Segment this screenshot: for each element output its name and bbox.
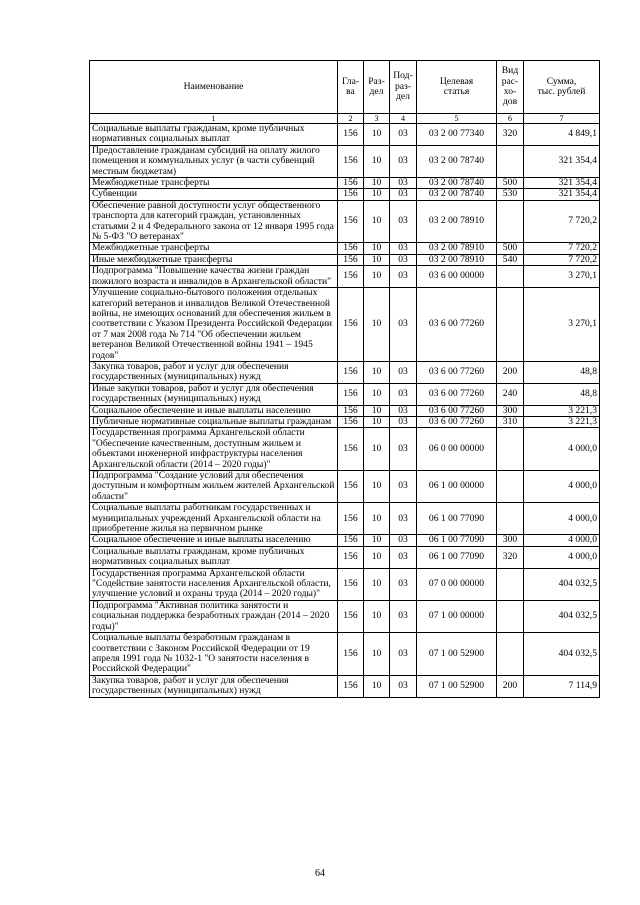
header-target: Целевая статья — [417, 61, 497, 114]
row-podrazdel: 03 — [390, 428, 417, 471]
header-glava: Гла- ва — [338, 61, 364, 114]
row-vid — [497, 471, 524, 503]
row-razdel: 10 — [364, 361, 390, 383]
row-razdel: 10 — [364, 189, 390, 200]
row-podrazdel: 03 — [390, 633, 417, 676]
row-glava: 156 — [338, 383, 364, 405]
table-row — [90, 503, 600, 535]
row-glava: 156 — [338, 546, 364, 568]
row-name: Иные межбюджетные трансферты — [90, 254, 338, 265]
row-sum: 7 114,9 — [524, 675, 600, 697]
row-podrazdel: 03 — [390, 503, 417, 535]
row-name: Субвенции — [90, 189, 338, 200]
table-row — [90, 471, 600, 503]
index-row — [90, 114, 600, 124]
row-target: 03 6 00 77260 — [417, 288, 497, 362]
row-podrazdel: 03 — [390, 471, 417, 503]
row-glava: 156 — [338, 361, 364, 383]
row-podrazdel: 03 — [390, 535, 417, 546]
row-name: Социальные выплаты гражданам, кроме публичных нормативных социальных выплат — [90, 546, 338, 568]
row-vid: 500 — [497, 178, 524, 189]
row-name: Социальное обеспечение и иные выплаты населению — [90, 405, 338, 416]
row-razdel: 10 — [364, 124, 390, 146]
row-glava: 156 — [338, 254, 364, 265]
table-row — [90, 266, 600, 288]
row-name: Обеспечение равной доступности услуг общественного транспорта для категорий граждан, установленных статьями 2 и 4 Федерального закона от 12 января 1995 года № 5-ФЗ "О ветеранах" — [90, 200, 338, 243]
row-glava: 156 — [338, 600, 364, 632]
row-name: Социальные выплаты работникам государственных и муниципальных учреждений Архангельской области на приобретение жилья на первичном рынке — [90, 503, 338, 535]
row-name: Подпрограмма "Создание условий для обеспечения доступным и комфортным жильем жителей Архангельской области" — [90, 471, 338, 503]
row-target: 06 1 00 77090 — [417, 546, 497, 568]
row-name: Межбюджетные трансферты — [90, 178, 338, 189]
row-sum: 3 270,1 — [524, 266, 600, 288]
table-row — [90, 178, 600, 189]
row-name: Межбюджетные трансферты — [90, 243, 338, 254]
row-glava: 156 — [338, 675, 364, 697]
row-sum: 404 032,5 — [524, 633, 600, 676]
table-row — [90, 600, 600, 632]
row-sum: 321 354,4 — [524, 189, 600, 200]
row-glava: 156 — [338, 535, 364, 546]
row-target: 07 0 00 00000 — [417, 568, 497, 600]
table-row — [90, 200, 600, 243]
row-podrazdel: 03 — [390, 675, 417, 697]
table-row — [90, 288, 600, 362]
table-row — [90, 254, 600, 265]
row-glava: 156 — [338, 471, 364, 503]
row-sum: 4 000,0 — [524, 503, 600, 535]
row-sum: 4 849,1 — [524, 124, 600, 146]
header-podrazdel: Под- раз- дел — [390, 61, 417, 114]
row-vid: 540 — [497, 254, 524, 265]
row-sum: 4 000,0 — [524, 428, 600, 471]
row-target: 03 6 00 77260 — [417, 405, 497, 416]
row-target: 07 1 00 00000 — [417, 600, 497, 632]
row-glava: 156 — [338, 124, 364, 146]
header-vid: Вид рас- хо- дов — [497, 61, 524, 114]
row-name: Иные закупки товаров, работ и услуг для обеспечения государственных (муниципальных) нужд — [90, 383, 338, 405]
row-target: 06 0 00 00000 — [417, 428, 497, 471]
row-vid — [497, 266, 524, 288]
index-cell: 6 — [497, 114, 524, 124]
row-sum: 7 720,2 — [524, 200, 600, 243]
budget-table — [89, 60, 600, 698]
row-sum: 4 000,0 — [524, 546, 600, 568]
row-sum: 3 221,3 — [524, 416, 600, 427]
row-vid: 300 — [497, 535, 524, 546]
row-podrazdel: 03 — [390, 600, 417, 632]
row-podrazdel: 03 — [390, 405, 417, 416]
row-target: 06 1 00 00000 — [417, 471, 497, 503]
row-podrazdel: 03 — [390, 361, 417, 383]
row-name: Закупка товаров, работ и услуг для обеспечения государственных (муниципальных) нужд — [90, 361, 338, 383]
row-razdel: 10 — [364, 200, 390, 243]
row-vid: 300 — [497, 405, 524, 416]
table-row — [90, 361, 600, 383]
row-target: 06 1 00 77090 — [417, 535, 497, 546]
row-podrazdel: 03 — [390, 200, 417, 243]
row-razdel: 10 — [364, 178, 390, 189]
row-glava: 156 — [338, 189, 364, 200]
row-target: 03 2 00 78740 — [417, 145, 497, 177]
table-row — [90, 405, 600, 416]
row-vid: 320 — [497, 546, 524, 568]
row-razdel: 10 — [364, 288, 390, 362]
row-vid — [497, 428, 524, 471]
row-name: Предоставление гражданам субсидий на оплату жилого помещения и коммунальных услуг (в части субвенций местным бюджетам) — [90, 145, 338, 177]
row-razdel: 10 — [364, 416, 390, 427]
row-podrazdel: 03 — [390, 178, 417, 189]
row-target: 03 2 00 78740 — [417, 189, 497, 200]
row-podrazdel: 03 — [390, 189, 417, 200]
row-razdel: 10 — [364, 471, 390, 503]
row-name: Улучшение социально-бытового положения отдельных категорий ветеранов и инвалидов Великой Отечественной войны, не имеющих оснований для обеспечения жильем в соответствии с Указом Президента Российской Федерации от 7 мая 2008 года № 714 "Об обеспечении жильем ветеранов Великой Отечественной войны 1941 – 1945 годов" — [90, 288, 338, 362]
row-vid: 200 — [497, 361, 524, 383]
row-glava: 156 — [338, 568, 364, 600]
row-vid: 530 — [497, 189, 524, 200]
row-glava: 156 — [338, 503, 364, 535]
table-row — [90, 189, 600, 200]
row-razdel: 10 — [364, 675, 390, 697]
row-podrazdel: 03 — [390, 254, 417, 265]
row-vid: 320 — [497, 124, 524, 146]
row-podrazdel: 03 — [390, 383, 417, 405]
row-vid — [497, 288, 524, 362]
row-target: 07 1 00 52900 — [417, 633, 497, 676]
table-row — [90, 675, 600, 697]
row-podrazdel: 03 — [390, 546, 417, 568]
row-glava: 156 — [338, 200, 364, 243]
table-row — [90, 124, 600, 146]
row-razdel: 10 — [364, 535, 390, 546]
row-razdel: 10 — [364, 428, 390, 471]
row-razdel: 10 — [364, 633, 390, 676]
row-target: 07 1 00 52900 — [417, 675, 497, 697]
row-target: 03 6 00 00000 — [417, 266, 497, 288]
row-glava: 156 — [338, 405, 364, 416]
row-razdel: 10 — [364, 383, 390, 405]
row-podrazdel: 03 — [390, 416, 417, 427]
row-razdel: 10 — [364, 254, 390, 265]
row-sum: 321 354,4 — [524, 178, 600, 189]
row-razdel: 10 — [364, 600, 390, 632]
row-vid — [497, 633, 524, 676]
table-row — [90, 633, 600, 676]
header-sum: Сумма, тыс. рублей — [524, 61, 600, 114]
row-sum: 404 032,5 — [524, 600, 600, 632]
header-razdel: Раз- дел — [364, 61, 390, 114]
index-cell: 2 — [338, 114, 364, 124]
row-target: 03 6 00 77260 — [417, 383, 497, 405]
row-name: Социальное обеспечение и иные выплаты населению — [90, 535, 338, 546]
index-cell: 7 — [524, 114, 600, 124]
row-sum: 3 221,3 — [524, 405, 600, 416]
row-target: 03 2 00 78740 — [417, 178, 497, 189]
row-target: 03 6 00 77260 — [417, 361, 497, 383]
row-razdel: 10 — [364, 503, 390, 535]
row-vid — [497, 568, 524, 600]
row-podrazdel: 03 — [390, 266, 417, 288]
row-target: 03 2 00 78910 — [417, 254, 497, 265]
row-vid: 500 — [497, 243, 524, 254]
row-sum: 321 354,4 — [524, 145, 600, 177]
header-name: Наименование — [90, 61, 338, 114]
row-name: Закупка товаров, работ и услуг для обеспечения государственных (муниципальных) нужд — [90, 675, 338, 697]
row-glava: 156 — [338, 288, 364, 362]
row-glava: 156 — [338, 266, 364, 288]
row-target: 03 2 00 77340 — [417, 124, 497, 146]
row-glava: 156 — [338, 243, 364, 254]
table-row — [90, 535, 600, 546]
row-podrazdel: 03 — [390, 288, 417, 362]
row-vid — [497, 145, 524, 177]
row-vid: 310 — [497, 416, 524, 427]
table-row — [90, 416, 600, 427]
row-sum: 4 000,0 — [524, 535, 600, 546]
row-name: Государственная программа Архангельской области "Обеспечение качественным, доступным жильем и объектами инженерной инфраструктуры населения Архангельской области (2014 – 2020 годы)" — [90, 428, 338, 471]
row-name: Подпрограмма "Активная политика занятости и социальная поддержка безработных граждан (2014 – 2020 годы)" — [90, 600, 338, 632]
row-name: Социальные выплаты безработным гражданам в соответствии с Законом Российской Федерации от 19 апреля 1991 года № 1032-1 "О занятости населения в Российской Федерации" — [90, 633, 338, 676]
row-glava: 156 — [338, 178, 364, 189]
index-cell: 4 — [390, 114, 417, 124]
row-razdel: 10 — [364, 145, 390, 177]
row-glava: 156 — [338, 416, 364, 427]
row-podrazdel: 03 — [390, 243, 417, 254]
row-podrazdel: 03 — [390, 124, 417, 146]
row-sum: 7 720,2 — [524, 254, 600, 265]
row-vid — [497, 600, 524, 632]
table-row — [90, 546, 600, 568]
row-razdel: 10 — [364, 546, 390, 568]
row-glava: 156 — [338, 428, 364, 471]
page-number: 64 — [315, 868, 325, 879]
row-podrazdel: 03 — [390, 145, 417, 177]
table-row — [90, 145, 600, 177]
table-row — [90, 243, 600, 254]
row-razdel: 10 — [364, 405, 390, 416]
row-sum: 3 270,1 — [524, 288, 600, 362]
row-vid: 200 — [497, 675, 524, 697]
row-target: 03 2 00 78910 — [417, 243, 497, 254]
row-razdel: 10 — [364, 243, 390, 254]
row-name: Государственная программа Архангельской области "Содействие занятости населения Архангельской области, улучшение условий и охраны труда (2014 – 2020 годы)" — [90, 568, 338, 600]
row-name: Публичные нормативные социальные выплаты гражданам — [90, 416, 338, 427]
table-row — [90, 383, 600, 405]
index-cell: 3 — [364, 114, 390, 124]
row-razdel: 10 — [364, 266, 390, 288]
row-sum: 48,8 — [524, 383, 600, 405]
row-name: Подпрограмма "Повышение качества жизни граждан пожилого возраста и инвалидов в Архангельской области" — [90, 266, 338, 288]
row-glava: 156 — [338, 633, 364, 676]
row-glava: 156 — [338, 145, 364, 177]
table-row — [90, 428, 600, 471]
row-target: 06 1 00 77090 — [417, 503, 497, 535]
row-target: 03 2 00 78910 — [417, 200, 497, 243]
row-vid — [497, 503, 524, 535]
row-target: 03 6 00 77260 — [417, 416, 497, 427]
row-vid — [497, 200, 524, 243]
row-sum: 7 720,2 — [524, 243, 600, 254]
row-razdel: 10 — [364, 568, 390, 600]
row-vid: 240 — [497, 383, 524, 405]
row-name: Социальные выплаты гражданам, кроме публичных нормативных социальных выплат — [90, 124, 338, 146]
row-sum: 48,8 — [524, 361, 600, 383]
row-sum: 404 032,5 — [524, 568, 600, 600]
row-podrazdel: 03 — [390, 568, 417, 600]
index-cell: 1 — [90, 114, 338, 124]
row-sum: 4 000,0 — [524, 471, 600, 503]
header-row — [90, 61, 600, 114]
index-cell: 5 — [417, 114, 497, 124]
table-row — [90, 568, 600, 600]
